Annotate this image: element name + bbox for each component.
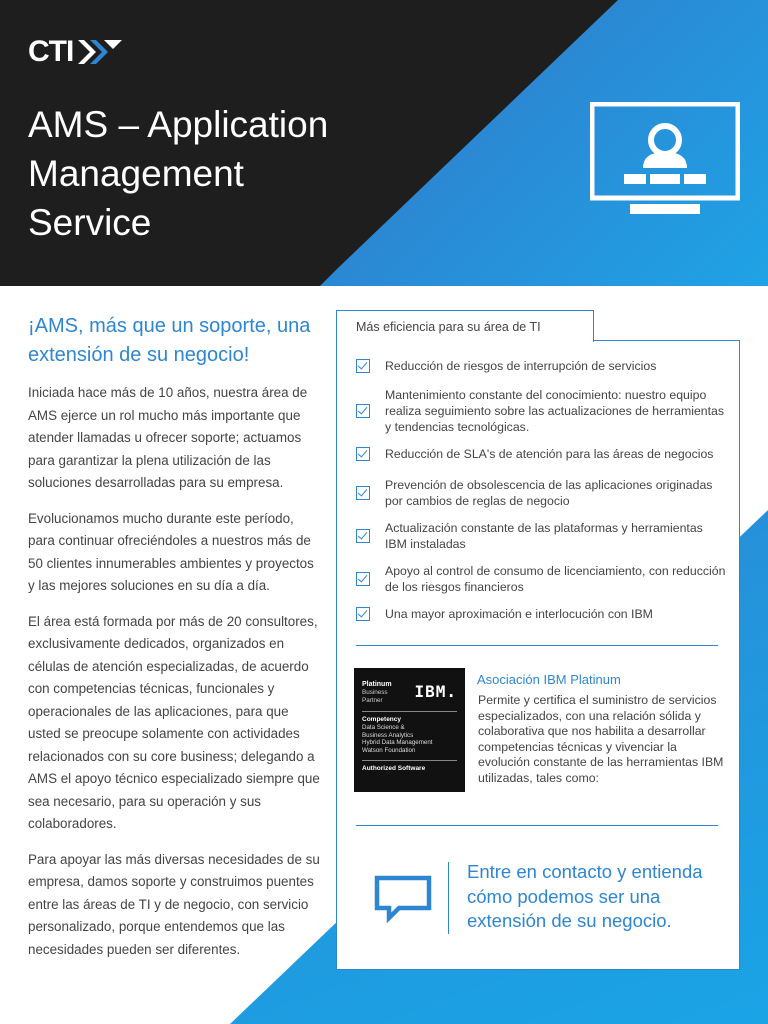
- chat-bubble-icon: [373, 874, 433, 924]
- badge-level: Platinum: [362, 681, 392, 688]
- checkbox-icon: [356, 359, 370, 373]
- checkbox-icon: [356, 447, 370, 461]
- benefit-text: Actualización constante de las plataformas y herramientas IBM instaladas: [385, 521, 703, 551]
- checkbox-icon: [356, 572, 370, 586]
- association-text: Permite y certifica el suministro de servicios especializados, con una relación sólida y colaborativa que nos habilita a desarrollar competencias técnicas y vivenciar la evolución constante de las herramientas IBM utilizadas, tales como:: [478, 693, 724, 785]
- benefits-tab-title: Más eficiencia para su área de TI: [356, 320, 541, 334]
- title-line-1: AMS – Application: [28, 104, 329, 145]
- contact-cta[interactable]: Entre en contacto y entienda cómo podemos ser una extensión de su negocio.: [467, 861, 703, 931]
- checkbox-icon: [356, 607, 370, 621]
- intro-paragraph-4: Para apoyar las más diversas necesidades de su empresa, damos soporte y construimos puentes entre las áreas de TI y de negocio, con servicio personalizado, porque entendemos que las necesidades pueden ser diferentes.: [28, 851, 320, 957]
- list-item: [356, 387, 726, 435]
- divider: [356, 645, 718, 646]
- title-line-3: Service: [28, 202, 152, 243]
- list-item: [356, 358, 726, 374]
- logo-text: CTI: [28, 35, 74, 68]
- tab-joint: [337, 338, 593, 342]
- badge-line: Business: [362, 689, 388, 696]
- badge-footer: Authorized Software: [362, 765, 426, 773]
- badge-rule: [362, 760, 457, 761]
- intro-paragraph-1: Iniciada hace más de 10 años, nuestra área de AMS ejerce un rol mucho más importante que atender llamadas u ofrecer soporte; actuamos para garantizar la plena utilización de las soluciones desarrolladas para su empresa.: [28, 385, 308, 490]
- intro-lead: ¡AMS, más que un soporte, una extensión de su negocio!: [28, 315, 311, 366]
- benefit-text: Una mayor aproximación e interlocución con IBM: [385, 607, 653, 621]
- monitor-user-icon: [590, 102, 740, 220]
- badge-area: Data Science &: [362, 724, 405, 731]
- list-item: [356, 520, 726, 552]
- benefit-text: Reducción de SLA's de atención para las áreas de negocios: [385, 447, 714, 461]
- cti-logo: [28, 35, 124, 68]
- checkbox-icon: [356, 404, 370, 418]
- list-item: [356, 563, 726, 595]
- checkbox-icon: [356, 529, 370, 543]
- contact-divider: [448, 862, 449, 934]
- ibm-logo: IBM.: [414, 682, 457, 701]
- list-item: [356, 606, 726, 622]
- benefits-list: [356, 358, 726, 633]
- badge-area: Hybrid Data Management: [362, 739, 433, 747]
- badge-line: Partner: [362, 697, 383, 704]
- benefit-text: Reducción de riesgos de interrupción de servicios: [385, 359, 657, 373]
- list-item: [356, 477, 726, 509]
- badge-area: Business Analytics: [362, 731, 414, 739]
- hero-dark-strip: [0, 268, 768, 286]
- badge-rule: [362, 711, 457, 712]
- intro-paragraph-3: El área está formada por más de 20 consultores, exclusivamente dedicados, organizados en células de atención especializadas, de acuerdo con competencias técnicas, funcionales y operacionales de las aplicaciones, para que usted se preocupe solamente con actividades relacionados con su core business; delegando a AMS el apoyo técnico especializado siempre que sea necesario, para su operación y sus colaboradores.: [28, 613, 320, 831]
- badge-competency: Competency: [362, 716, 402, 723]
- title-line-2: Management: [28, 153, 244, 194]
- checkbox-icon: [356, 486, 370, 500]
- ibm-platinum-badge: [354, 668, 465, 792]
- benefit-text: Apoyo al control de consumo de licenciamiento, con reducción de los riesgos financieros: [385, 564, 726, 594]
- logo-arrow-icon: [76, 38, 124, 66]
- intro-column: [28, 312, 320, 974]
- badge-area: Watson Foundation: [362, 746, 416, 754]
- divider: [356, 825, 718, 826]
- intro-paragraph-2: Evolucionamos mucho durante este período, para continuar ofreciéndoles a nuestros más de 50 clientes innumerables ambientes y proyectos y las mejores soluciones en su día a día.: [28, 510, 314, 593]
- association-title: Asociación IBM Platinum: [477, 672, 621, 687]
- benefit-text: Prevención de obsolescencia de las aplicaciones originadas por cambios de reglas de negocio: [385, 478, 713, 508]
- list-item: [356, 446, 726, 462]
- benefit-text: Mantenimiento constante del conocimiento: nuestro equipo realiza seguimiento sobre las actualizaciones de herramientas y tendencias tecnológicas.: [385, 388, 725, 434]
- page-title: [28, 100, 358, 247]
